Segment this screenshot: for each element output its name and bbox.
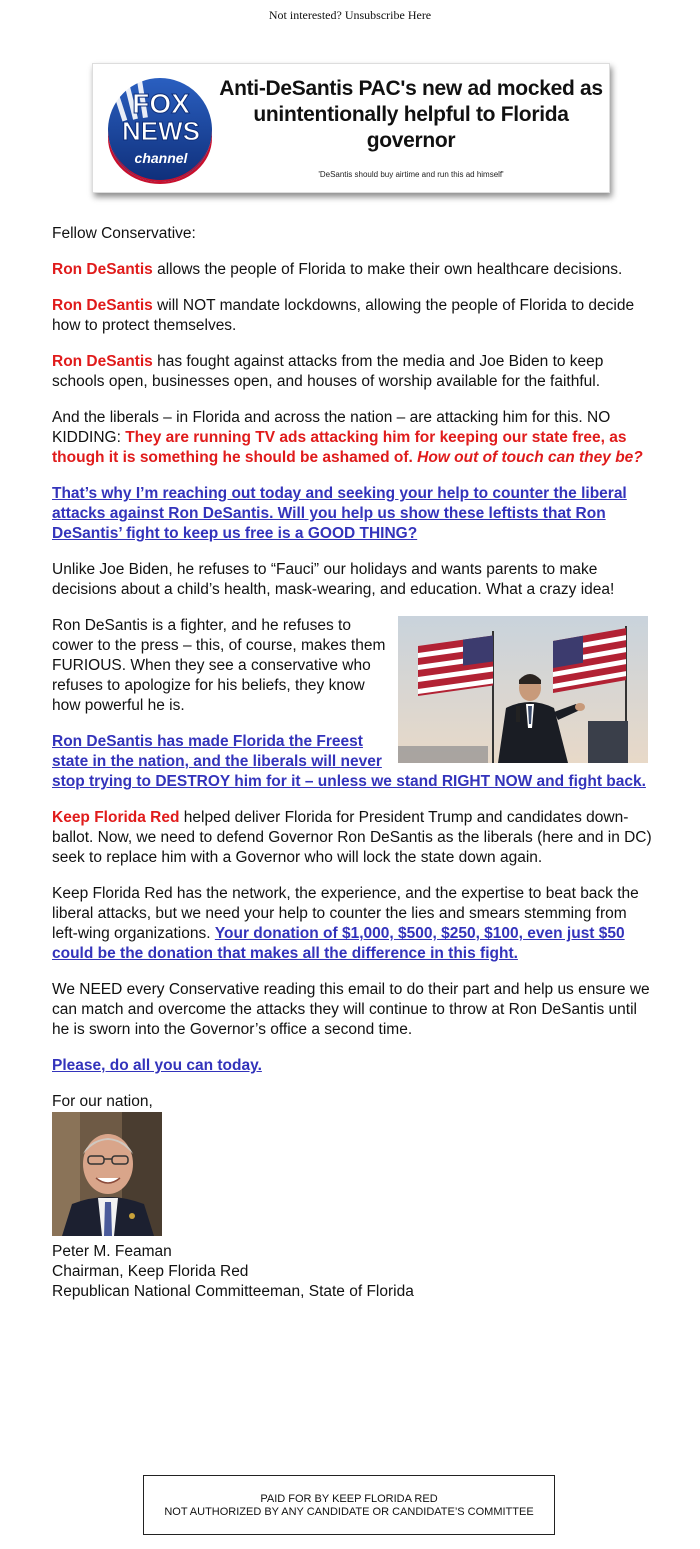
desantis-rally-photo[interactable]	[398, 616, 648, 763]
paragraph-keep-florida-red	[52, 808, 652, 868]
donate-link-amounts[interactable]: Your donation of $1,000, $500, $250, $100, even just $50 could be the donation that makes all the difference in this fight.	[52, 925, 625, 962]
signer-name: Peter M. Feaman	[52, 1243, 172, 1260]
donate-link-freest[interactable]: Ron DeSantis has made Florida the Freest state in the nation, and the liberals will never stop trying to DESTROY him for it – unless we stand RIGHT NOW and fight back.	[52, 733, 646, 790]
disclaimer-line-2: NOT AUTHORIZED BY ANY CANDIDATE OR CANDIDATE’S COMMITTEE	[164, 1506, 534, 1518]
highlight-name: Ron DeSantis	[52, 353, 153, 370]
paragraph-text: And the liberals – in Florida and across the nation – are attacking him for this. NO KIDDING:	[52, 409, 611, 446]
news-banner-image[interactable]	[92, 63, 610, 193]
email-body	[52, 224, 652, 1302]
paragraph-text: helped deliver Florida for President Trump and candidates down-ballot. Now, we need to defend Governor Ron DeSantis as the liberals (here and in DC) seek to replace him with a Governor who will lock the state down again.	[52, 809, 652, 866]
signer-title-secondary: Republican National Committeeman, State of Florida	[52, 1283, 414, 1300]
highlight-name: Ron DeSantis	[52, 297, 153, 314]
banner-headline: Anti-DeSantis PAC's new ad mocked as unintentionally helpful to Florida governor	[219, 77, 603, 152]
paragraph-fauci: Unlike Joe Biden, he refuses to “Fauci” our holidays and wants parents to make decisions about a child’s health, mask-wearing, and education. What a crazy idea!	[52, 561, 615, 598]
highlight-org: Keep Florida Red	[52, 809, 180, 826]
signer-portrait	[52, 1112, 162, 1236]
donate-link-today[interactable]: Please, do all you can today.	[52, 1057, 262, 1074]
paragraph-text: has fought against attacks from the media and Joe Biden to keep schools open, businesses open, and houses of worship available for the faithful.	[52, 353, 604, 390]
logo-news-text: NEWS	[122, 116, 200, 146]
paragraph-lockdowns	[52, 296, 652, 336]
rally-photo-illustration	[398, 616, 648, 763]
logo-channel-text: channel	[134, 150, 188, 166]
unsubscribe-link[interactable]: Not interested? Unsubscribe Here	[268, 8, 432, 22]
paragraph-text: Keep Florida Red has the network, the experience, and the expertise to beat back the liberal attacks, but we need your help to counter the lies and smears stemming from left-wing organizations.	[52, 885, 639, 942]
paragraph-link-help	[52, 484, 652, 544]
signer-photo	[52, 1112, 162, 1236]
paragraph-schools	[52, 352, 652, 392]
paragraph-liberals	[52, 408, 652, 468]
signer-title: Chairman, Keep Florida Red	[52, 1263, 249, 1280]
paragraph-fighter: Ron DeSantis is a fighter, and he refuses to cower to the press – this, of course, makes them FURIOUS. When they see a conservative who refuses to apologize for his beliefs, they know how powerful he is.	[52, 617, 386, 714]
disclaimer-line-1: PAID FOR BY KEEP FLORIDA RED	[260, 1493, 438, 1505]
closing-line: For our nation,	[52, 1093, 153, 1110]
highlight-text: They are running TV ads attacking him for keeping our state free, as though it is something he should be ashamed of.	[52, 429, 627, 466]
donate-link-help[interactable]: That’s why I’m reaching out today and seeking your help to counter the liberal attacks against Ron DeSantis. Will you help us show these leftists that Ron DeSantis’ fight to keep us free is a GOOD THING?	[52, 485, 627, 542]
logo-fox-text: FOX	[132, 88, 190, 119]
highlight-name: Ron DeSantis	[52, 261, 153, 278]
paragraph-healthcare	[52, 260, 652, 280]
paragraph-text: will NOT mandate lockdowns, allowing the people of Florida to decide how to protect themselves.	[52, 297, 635, 334]
paragraph-text: allows the people of Florida to make their own healthcare decisions.	[152, 261, 623, 278]
paragraph-donation	[52, 884, 652, 964]
unsubscribe-bar	[0, 8, 700, 23]
paid-for-disclaimer	[143, 1475, 555, 1535]
paragraph-need: We NEED every Conservative reading this email to do their part and help us ensure we can match and overcome the attacks they will continue to throw at Ron DeSantis until he is sworn into the Governor’s office a second time.	[52, 981, 650, 1038]
paragraph-link-today	[52, 1056, 652, 1076]
highlight-italic-text: How out of touch can they be?	[417, 449, 643, 466]
fox-news-logo	[103, 70, 217, 184]
greeting: Fellow Conservative:	[52, 225, 196, 242]
banner-subhead: 'DeSantis should buy airtime and run this ad himself'	[318, 170, 504, 179]
